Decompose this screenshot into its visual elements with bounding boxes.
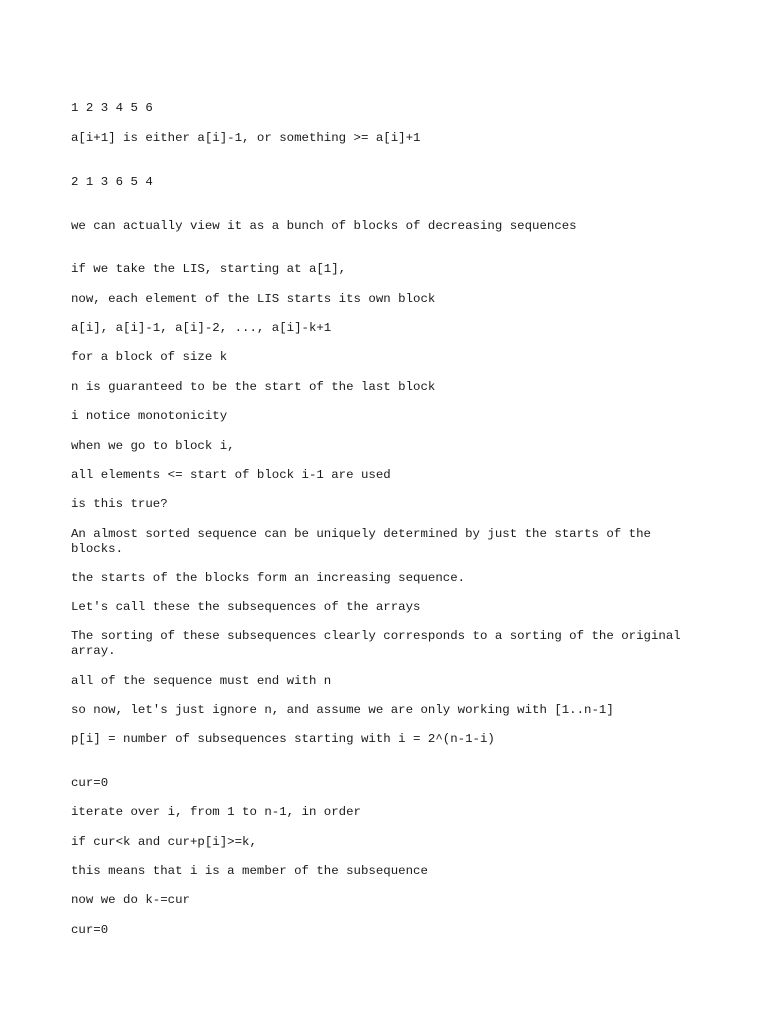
text-line: a[i], a[i]-1, a[i]-2, ..., a[i]-k+1 <box>71 321 332 335</box>
text-line: now we do k-=cur <box>71 893 190 907</box>
text-line: when we go to block i, <box>71 439 235 453</box>
text-line: The sorting of these subsequences clearly corresponds to a sorting of the original array. <box>71 629 689 658</box>
text-line: this means that i is a member of the subsequence <box>71 864 428 878</box>
text-line: 2 1 3 6 5 4 <box>71 175 153 189</box>
text-line: p[i] = number of subsequences starting with i = 2^(n-1-i) <box>71 732 495 746</box>
text-line: all of the sequence must end with n <box>71 674 332 688</box>
text-line: iterate over i, from 1 to n-1, in order <box>71 805 361 819</box>
text-line: all elements <= start of block i-1 are used <box>71 468 391 482</box>
text-line: cur=0 <box>71 923 109 937</box>
text-line: if we take the LIS, starting at a[1], <box>71 262 347 276</box>
text-line: now, each element of the LIS starts its own block <box>71 292 436 306</box>
text-line: is this true? <box>71 497 168 511</box>
text-line: cur=0 <box>71 776 109 790</box>
text-line: if cur<k and cur+p[i]>=k, <box>71 835 257 849</box>
text-line: An almost sorted sequence can be uniquely determined by just the starts of the blocks. <box>71 527 659 556</box>
text-line: n is guaranteed to be the start of the last block <box>71 380 436 394</box>
text-line: the starts of the blocks form an increasing sequence. <box>71 571 466 585</box>
text-line: we can actually view it as a bunch of blocks of decreasing sequences <box>71 219 577 233</box>
text-line: a[i+1] is either a[i]-1, or something >= a[i]+1 <box>71 131 421 145</box>
text-line: Let's call these the subsequences of the arrays <box>71 600 421 614</box>
text-line: i notice monotonicity <box>71 409 228 423</box>
text-line: so now, let's just ignore n, and assume we are only working with [1..n-1] <box>71 703 614 717</box>
text-line: for a block of size k <box>71 350 228 364</box>
text-line: 1 2 3 4 5 6 <box>71 101 153 115</box>
